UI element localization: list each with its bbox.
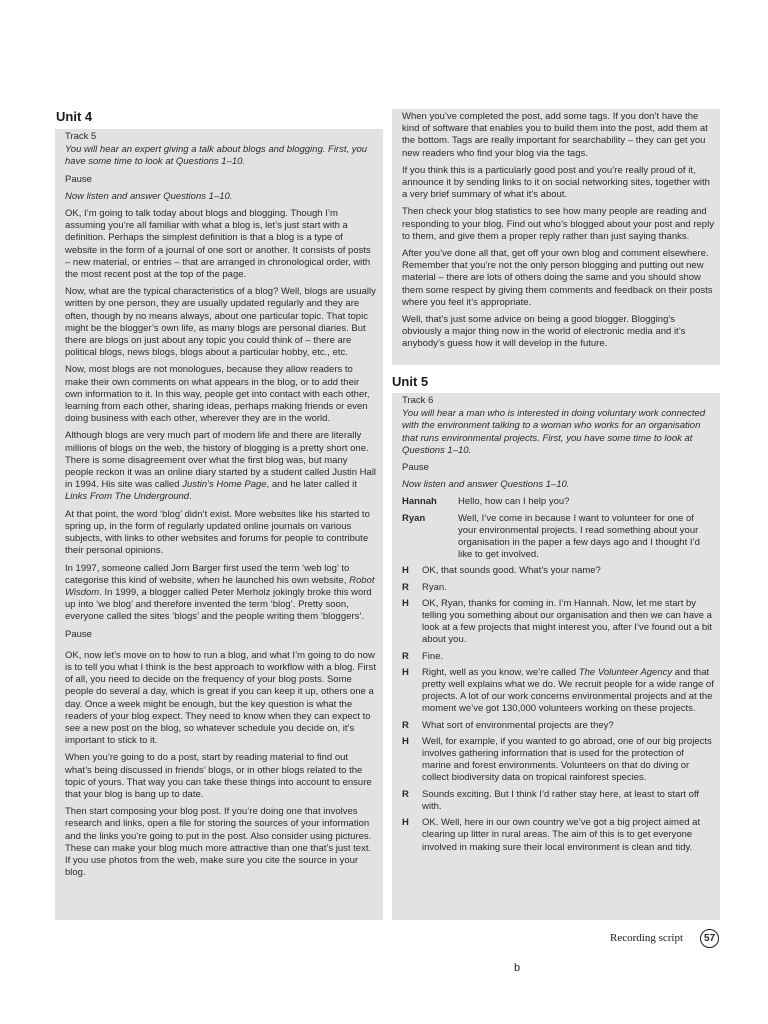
paragraph xyxy=(65,563,377,624)
text-span: , and he later called it xyxy=(266,479,357,491)
speaker-initial: R xyxy=(402,650,409,662)
paragraph: When you’re going to do a post, start by reading material to find out what’s being discussed in friends’ blogs, or in other blogs related to the topic of yours. That way you can take these things into account to ensure that your blog is bang up to date. xyxy=(65,752,372,800)
paragraph: After you’ve done all that, get off your own blog and comment elsewhere. Remember that you’re not the only person blogging and putting out new material – there are lots of others doing the same and you should show them some respect by giving them comments and feedback on their posts where you feel it’s appropriate. xyxy=(402,248,713,308)
dialogue-line xyxy=(402,789,714,813)
dialogue-line xyxy=(402,598,714,647)
dialogue-text: Well, for example, if you wanted to go abroad, one of our big projects involves gathering information that is used for the protection of marine and forest environments. Volunteers on that do diving or collect biodiversity data on tropical rainforest species. xyxy=(422,735,712,784)
dialogue-text: OK. Well, here in our own country we’ve got a big project aimed at clearing up litter in rural areas. The aim of this is to get everyone involved in making sure their local environment is clean and tidy. xyxy=(422,817,701,853)
paragraph: Now, what are the typical characteristics of a blog? Well, blogs are usually written by one person, they are usually updated regularly and they are often, though by no means always, about one particular topic. That topic might be the blogger’s own life, as many blogs are personal diaries. But there are blogs on just about any topic you could think of – there are political blogs, news blogs, blogs about a particular hobby, etc., etc. xyxy=(65,286,376,359)
site-title: Justin’s Home Page xyxy=(182,479,267,491)
dialogue-line xyxy=(402,817,714,854)
unit-4-continued-box xyxy=(392,109,720,365)
text-span: . In 1999, a blogger called Peter Merholz jokingly broke this word up into ‘we blog’ and therefore invented the term ‘blog’. Pretty soon, everyone called the sites ‘blogs’ and the people writing them ‘bloggers’. xyxy=(65,586,372,623)
speaker-initial: H xyxy=(402,735,409,747)
paragraph: When you’ve completed the post, add some tags. If you don’t have the kind of software that enables you to build them into the post, add them at the bottom. Tags are really important for searchability – they can get you new readers who find your blog via the tags. xyxy=(402,111,708,159)
page-letter: b xyxy=(514,962,521,974)
paragraph: OK, I’m going to talk today about blogs and blogging. Though I’m assuming you’re all familiar with what a blog is, let’s just start with a definition. Perhaps the simplest definition is that a blog is a type of website in the form of a journal of one sort or another. It consists of posts – new material, or entries – that are arranged in chronological order, with the most recent post at the top of the page. xyxy=(65,208,371,281)
paragraph: If you think this is a particularly good post and you’re really proud of it, announce it by sending links to it on social networking sites, together with a very brief summary of what it’s about. xyxy=(402,164,710,201)
unit-4-heading: Unit 4 xyxy=(56,109,93,124)
dialogue-text: Hello, how can I help you? xyxy=(458,496,570,508)
speaker-initial: H xyxy=(402,565,409,577)
dialogue-line xyxy=(402,720,714,732)
speaker-initial: H xyxy=(402,597,409,609)
pause-label: Pause xyxy=(402,462,429,474)
track-label: Track 6 xyxy=(402,395,434,406)
dialogue-text: OK, that sounds good. What’s your name? xyxy=(422,565,601,577)
text-span: . xyxy=(189,491,192,503)
speaker-initial: R xyxy=(402,581,409,593)
speaker-initial: R xyxy=(402,719,409,731)
track-label: Track 5 xyxy=(65,131,97,142)
text-span: Right, well as you know, we’re called xyxy=(422,666,579,678)
dialogue-line xyxy=(402,582,714,594)
pause-label: Pause xyxy=(65,628,92,640)
dialogue-text: Fine. xyxy=(422,650,444,662)
dialogue-text xyxy=(422,667,714,716)
text-span: Although blogs are very much part of modern life and there are literally millions of blogs on the web, the history of blogging is a pretty short one. There is some disagreement over what the first blog was, but many people reckon it was an online diary started by a student called Justin Hall in 1994. His site was called xyxy=(65,430,377,491)
dialogue-text: Well, I’ve come in because I want to volunteer for one of your environmental projects. I read something about your organisation in the paper a few days ago and I thought I’d like to get involved. xyxy=(458,512,700,561)
dialogue-line xyxy=(402,496,714,508)
dialogue-line xyxy=(402,667,714,716)
dialogue-line xyxy=(402,513,714,562)
paragraph xyxy=(65,430,377,503)
speaker-initial: R xyxy=(402,788,409,800)
dialogue-text: What sort of environmental projects are they? xyxy=(422,719,614,731)
speaker-name: Hannah xyxy=(402,496,437,508)
paragraph: Then check your blog statistics to see how many people are reading and responding to your blog. Find out who’s blogged about your post and reply to them, and give them a proper reply rather than just saying thanks. xyxy=(402,206,714,242)
speaker-name: Ryan xyxy=(402,512,426,524)
instruction-text: Now listen and answer Questions 1–10. xyxy=(65,190,233,202)
paragraph: Well, that’s just some advice on being a good blogger. Blogging’s obviously a major thing now in the world of electronic media and it’s anybody’s guess how it will develop in the future. xyxy=(402,314,686,350)
dialogue-text: Sounds exciting. But I think I’d rather stay here, at least to start off with. xyxy=(422,788,700,812)
text-span: In 1997, someone called Jorn Barger first used the term ‘web log’ to categorise this kind of website, when he launched his own website, xyxy=(65,562,350,586)
pause-label: Pause xyxy=(65,173,92,185)
paragraph: OK, now let’s move on to how to run a blog, and what I’m going to do now is to tell you what I think is the best approach to workflow with a blog. First of all, you need to decide on the frequency of your blog posts. Some people do several a day, which is great if you can keep it up, others one a day. Once a week might be enough, but the key question is what the readers of your blog expect. They need to know when they can expect to see a new post on the blog, so whatever schedule you decide on, it’s important to stick to it. xyxy=(65,649,377,747)
speaker-initial: H xyxy=(402,666,409,678)
paragraph: Then start composing your blog post. If you’re doing one that involves research and links, open a file for storing the sources of your information and the links you’re going to put in the post. Also consider using pictures. These can make your blog much more attractive than one that’s just text. If you use photos from the web, make sure you cite the source in your blog. xyxy=(65,806,372,879)
organisation-name: The Volunteer Agency xyxy=(578,666,673,678)
site-title: Robot Wisdom xyxy=(65,574,375,598)
unit-5-heading: Unit 5 xyxy=(392,374,429,389)
intro-text: You will hear a man who is interested in doing voluntary work connected with the environment talking to a woman who works for an organisation that runs environmental projects. First, you have some time to look at Questions 1–10. xyxy=(402,408,706,456)
dialogue-line xyxy=(402,565,714,577)
paragraph: Now, most blogs are not monologues, because they allow readers to make their own comments on what appears in the blog, or to add their own information to it. In this way, people get into contact with each other, learning from each other, sharing ideas, perhaps making friends or even doing business with each other, wherever they are in the world. xyxy=(65,364,370,425)
instruction-text: Now listen and answer Questions 1–10. xyxy=(402,479,570,491)
footer-label: Recording script xyxy=(610,932,684,944)
intro-text: You will hear an expert giving a talk about blogs and blogging. First, you have some time to look at Questions 1–10. xyxy=(65,144,368,168)
unit-4-script-box xyxy=(55,129,383,920)
text-span: and that pretty well explains what we do. We recruit people for a wide range of projects. A lot of our work concerns environmental projects and at the moment we’ve got 130,000 volunteers working on these projects. xyxy=(422,666,714,715)
dialogue-line xyxy=(402,651,714,663)
speaker-initial: H xyxy=(402,817,409,829)
paragraph: At that point, the word ‘blog’ didn’t exist. More websites like his started to spring up, in the form of regularly updated online journals on various subjects, with links to other websites and forums for people to contribute their personal opinions. xyxy=(65,508,370,557)
dialogue-line xyxy=(402,736,714,785)
site-title: Links From The Underground xyxy=(65,491,190,503)
dialogue-text: Ryan. xyxy=(422,581,447,593)
unit-5-script-box xyxy=(392,393,720,920)
page-number: 57 xyxy=(700,929,719,948)
dialogue-text: OK, Ryan, thanks for coming in. I’m Hannah. Now, let me start by telling you something about our organisation and then we can have a look at a few projects that might interest you, after I’ve found out a bit about you. xyxy=(422,597,712,646)
